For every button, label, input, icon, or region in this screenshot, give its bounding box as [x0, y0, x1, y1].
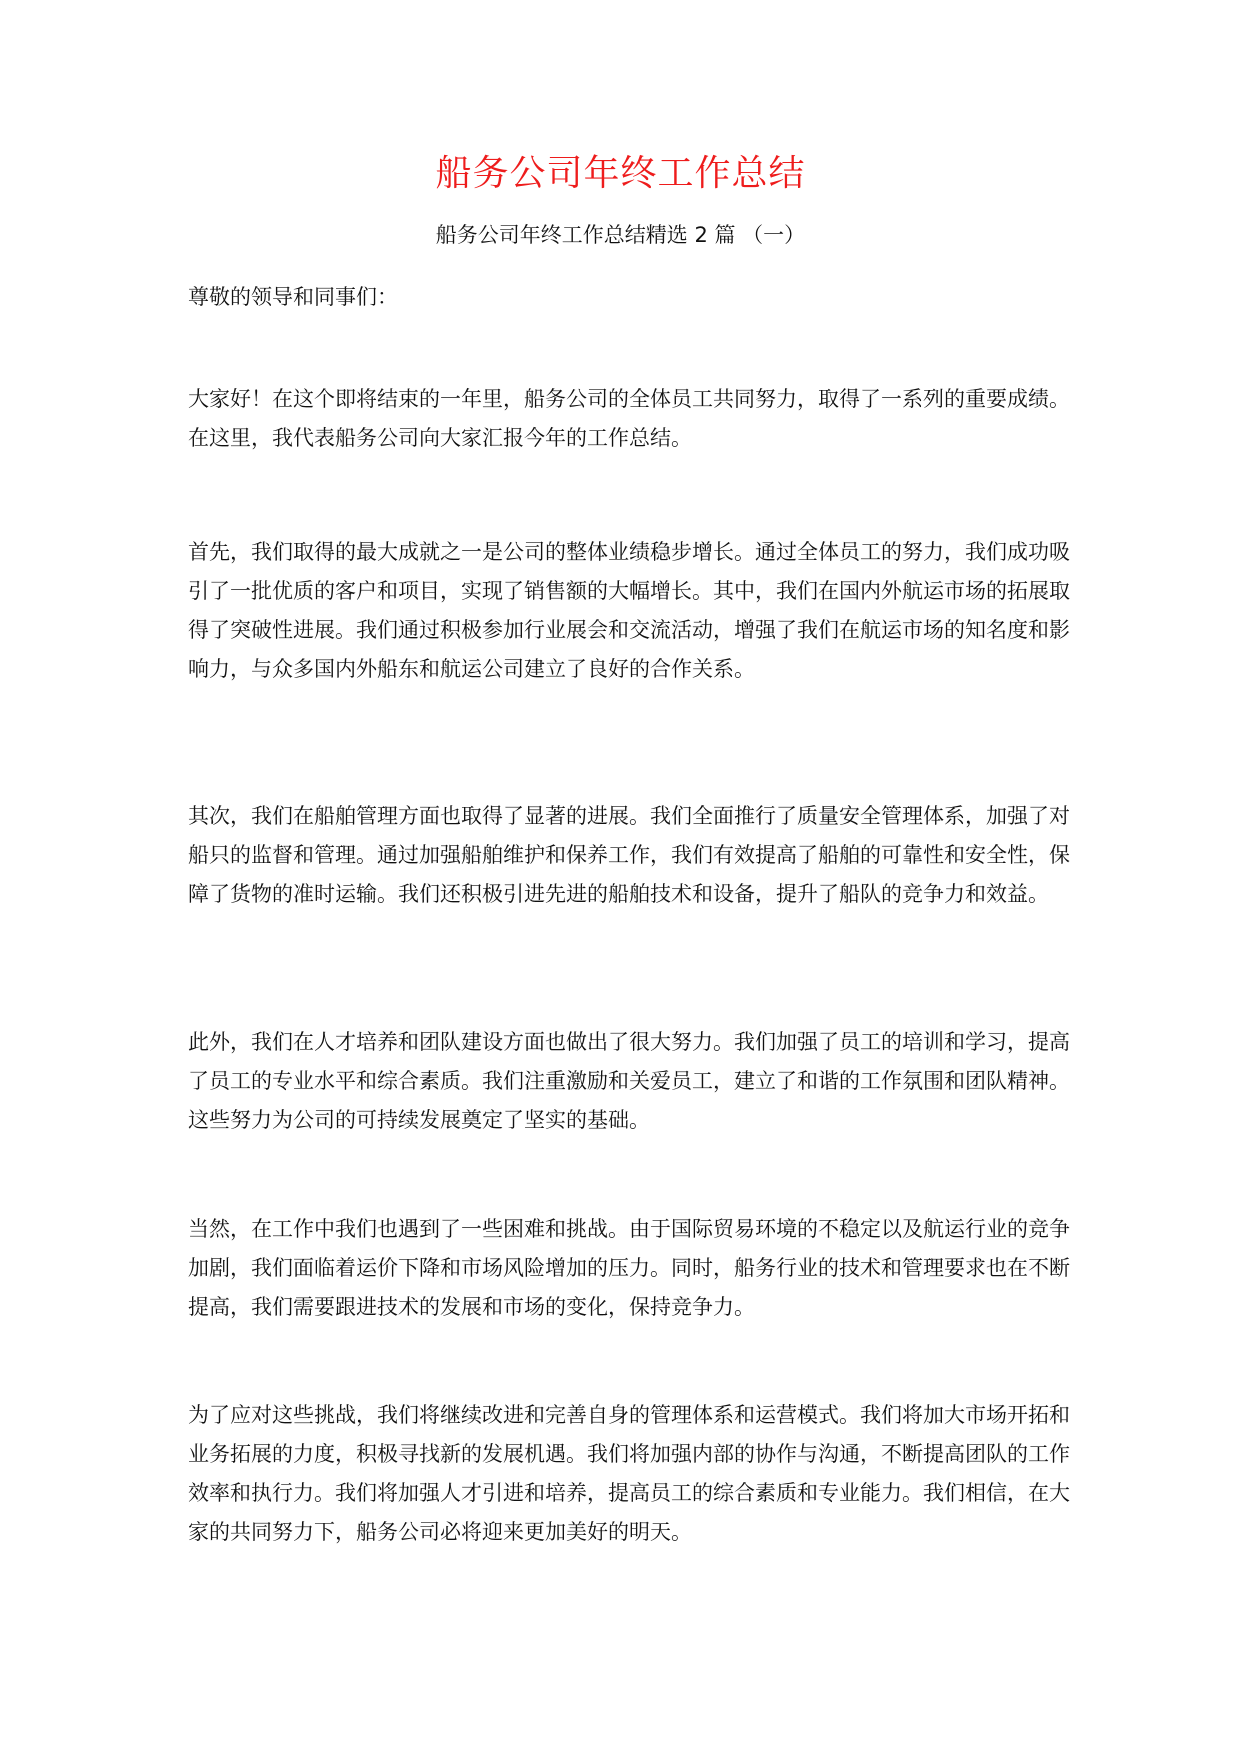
- paragraph-4: [188, 1023, 1088, 1140]
- greeting: [188, 278, 1088, 317]
- paragraph-text: 大家好！在这个即将结束的一年里，船务公司的全体员工共同努力，取得了一系列的重要成绩。在这里，我代表船务公司向大家汇报今年的工作总结。: [188, 387, 1070, 450]
- paragraph-text: 其次，我们在船舶管理方面也取得了显著的进展。我们全面推行了质量安全管理体系，加强了对船只的监督和管理。通过加强船舶维护和保养工作，我们有效提高了船舶的可靠性和安全性，保障了货物的准时运输。我们还积极引进先进的船舶技术和设备，提升了船队的竞争力和效益。: [188, 804, 1070, 906]
- paragraph-2: [188, 533, 1088, 689]
- greeting-text: 尊敬的领导和同事们：: [188, 285, 398, 309]
- paragraph-text: 当然，在工作中我们也遇到了一些困难和挑战。由于国际贸易环境的不稳定以及航运行业的竞争加剧，我们面临着运价下降和市场风险增加的压力。同时，船务行业的技术和管理要求也在不断提高，我们需要跟进技术的发展和市场的变化，保持竞争力。: [188, 1217, 1070, 1319]
- document-subtitle: 船务公司年终工作总结精选 2 篇 （一）: [435, 223, 806, 247]
- paragraph-1: [188, 380, 1088, 458]
- paragraph-5: [188, 1210, 1088, 1327]
- paragraph-6: [188, 1396, 1088, 1552]
- paragraph-text: 为了应对这些挑战，我们将继续改进和完善自身的管理体系和运营模式。我们将加大市场开拓和业务拓展的力度，积极寻找新的发展机遇。我们将加强内部的协作与沟通，不断提高团队的工作效率和执行力。我们将加强人才引进和培养，提高员工的综合素质和专业能力。我们相信，在大家的共同努力下，船务公司必将迎来更加美好的明天。: [188, 1403, 1070, 1544]
- paragraph-text: 首先，我们取得的最大成就之一是公司的整体业绩稳步增长。通过全体员工的努力，我们成功吸引了一批优质的客户和项目，实现了销售额的大幅增长。其中，我们在国内外航运市场的拓展取得了突破性进展。我们通过积极参加行业展会和交流活动，增强了我们在航运市场的知名度和影响力，与众多国内外船东和航运公司建立了良好的合作关系。: [188, 540, 1070, 681]
- document-title: 船务公司年终工作总结: [435, 153, 806, 194]
- paragraph-3: [188, 797, 1088, 914]
- paragraph-text: 此外，我们在人才培养和团队建设方面也做出了很大努力。我们加强了员工的培训和学习，提高了员工的专业水平和综合素质。我们注重激励和关爱员工，建立了和谐的工作氛围和团队精神。这些努力为公司的可持续发展奠定了坚实的基础。: [188, 1030, 1070, 1132]
